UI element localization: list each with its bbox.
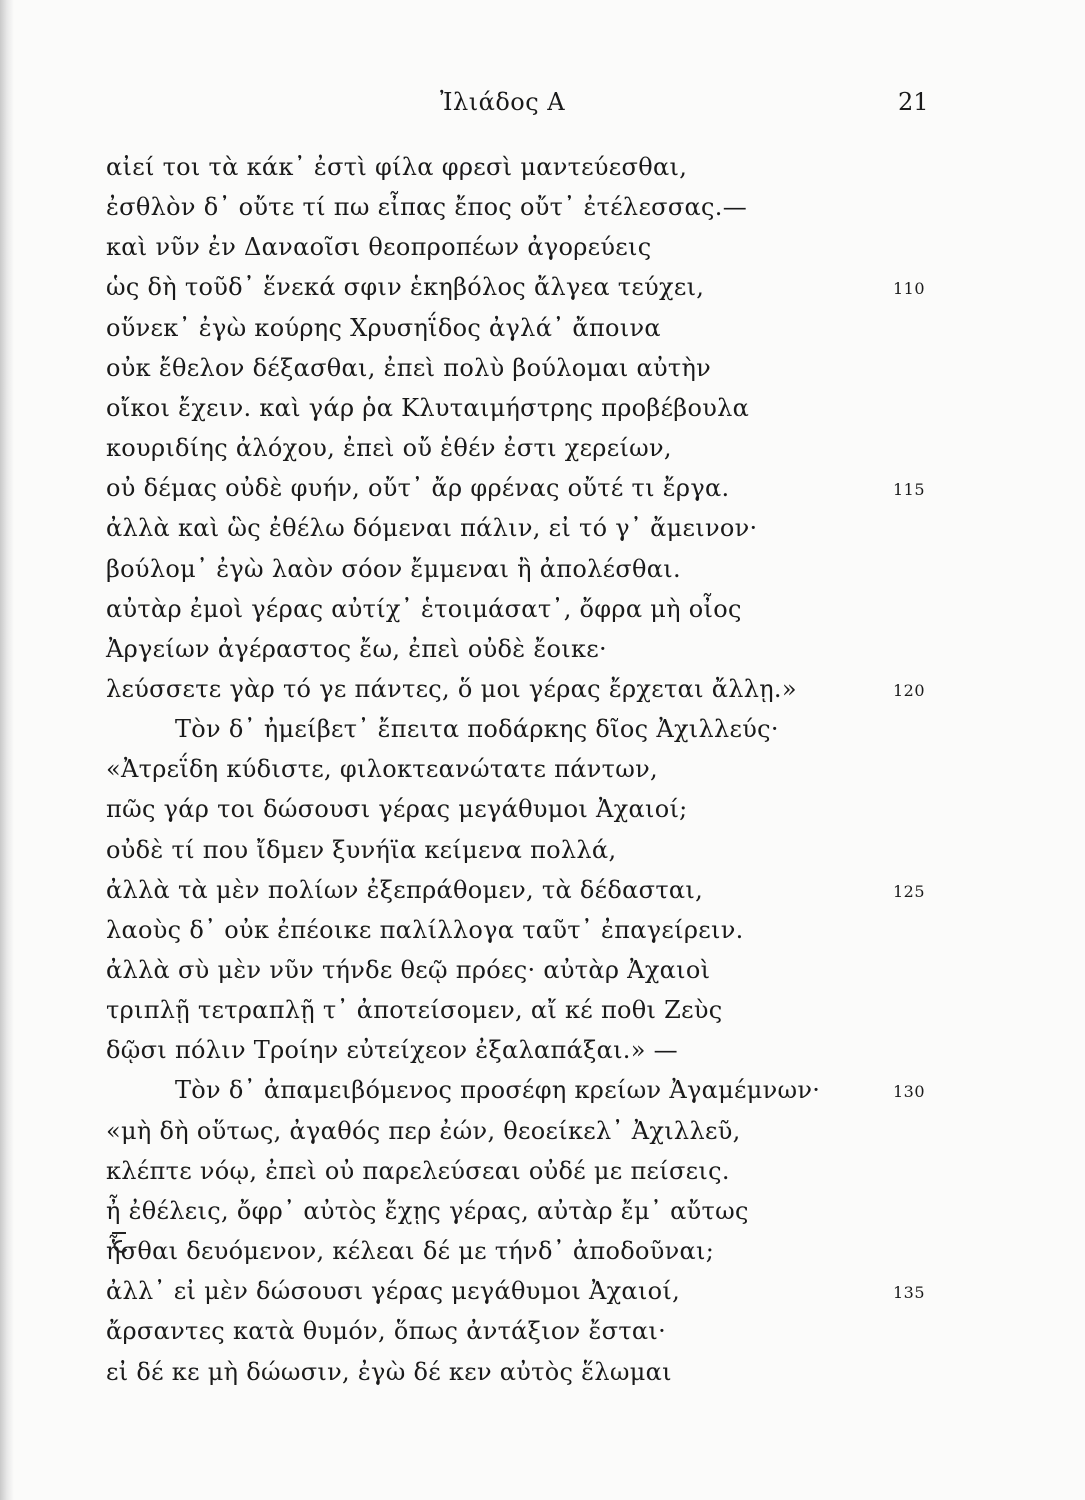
verse-line xyxy=(0,795,1085,829)
verse-line xyxy=(0,1317,1085,1351)
verse-line xyxy=(0,675,1085,709)
verse-text: ἀλλὰ καὶ ὣς ἐθέλω δόμεναι πάλιν, εἰ τό γ᾽ ἄμεινον· xyxy=(106,514,758,543)
verse-line xyxy=(0,1117,1085,1151)
verse-line xyxy=(0,233,1085,267)
verse-line xyxy=(0,1358,1085,1392)
page-number: 21 xyxy=(898,88,929,116)
verse-line xyxy=(0,1157,1085,1191)
verse-text: ὡς δὴ τοῦδ᾽ ἕνεκά σφιν ἑκηβόλος ἄλγεα τεύχει, xyxy=(106,273,705,302)
verse-line xyxy=(0,514,1085,548)
running-header-title: Ἰλιάδος Α xyxy=(440,88,566,116)
verse-line xyxy=(0,474,1085,508)
verse-text: Ἀργείων ἀγέραστος ἔω, ἐπεὶ οὐδὲ ἔοικε· xyxy=(106,634,607,663)
verse-text: οἴκοι ἔχειν. καὶ γάρ ῥα Κλυταιμήστρης προβέβουλα xyxy=(106,393,750,422)
verse-text: οὐδὲ τί που ἴδμεν ξυνήϊα κείμενα πολλά, xyxy=(106,835,617,864)
verse-text: κλέπτε νόῳ, ἐπεὶ οὐ παρελεύσεαι οὐδέ με πείσεις. xyxy=(106,1156,730,1185)
verse-line xyxy=(0,1237,1085,1271)
verse-text: τριπλῇ τετραπλῇ τ᾽ ἀποτείσομεν, αἴ κέ ποθι Ζεὺς xyxy=(106,996,723,1025)
verse-text: αἰεί τοι τὰ κάκ᾽ ἐστὶ φίλα φρεσὶ μαντεύεσθαι, xyxy=(106,153,688,181)
line-number: 115 xyxy=(893,480,926,500)
line-number: 125 xyxy=(893,881,926,901)
verse-text: οὐ δέμας οὐδὲ φυήν, οὔτ᾽ ἄρ φρένας οὔτέ τι ἔργα. xyxy=(106,474,730,503)
verse-text: Τὸν δ᾽ ἀπαμειβόμενος προσέφη κρείων Ἀγαμέμνων· xyxy=(175,1076,821,1105)
verse-line xyxy=(0,956,1085,990)
verse-line xyxy=(0,193,1085,227)
line-number: 120 xyxy=(893,680,926,700)
verse-text: λεύσσετε γὰρ τό γε πάντες, ὅ μοι γέρας ἔρχεται ἄλλῃ.» xyxy=(106,674,797,703)
verse-line xyxy=(0,755,1085,789)
verse-text: λαοὺς δ᾽ οὐκ ἐπέοικε παλίλλογα ταῦτ᾽ ἐπαγείρειν. xyxy=(106,915,744,944)
line-number: 130 xyxy=(893,1082,926,1102)
verse-line xyxy=(0,354,1085,388)
verse-text: ἄρσαντες κατὰ θυμόν, ὅπως ἀντάξιον ἔσται· xyxy=(106,1317,667,1346)
verse-line xyxy=(0,1277,1085,1311)
verse-text: οὐκ ἔθελον δέξασθαι, ἐπεὶ πολὺ βούλομαι αὐτὴν xyxy=(106,353,712,382)
verse-text: καὶ νῦν ἐν Δαναοῖσι θεοπροπέων ἀγορεύεις xyxy=(106,233,652,262)
verse-line xyxy=(0,1076,1085,1110)
verse-text: ἀλλὰ σὺ μὲν νῦν τήνδε θεῷ πρόες· αὐτὰρ Ἀχαιοὶ xyxy=(106,956,711,984)
verse-line xyxy=(0,434,1085,468)
verse-line xyxy=(0,996,1085,1030)
line-number: 110 xyxy=(893,279,926,299)
line-number: 135 xyxy=(893,1283,926,1303)
verse-line xyxy=(0,595,1085,629)
verse-text: εἰ δέ κε μὴ δώωσιν, ἐγὼ δέ κεν αὐτὸς ἕλωμαι xyxy=(106,1357,672,1386)
verse-line xyxy=(0,314,1085,348)
verse-line xyxy=(0,394,1085,428)
verse-text: Τὸν δ᾽ ἠμείβετ᾽ ἔπειτα ποδάρκης δῖος Ἀχιλλεύς· xyxy=(175,715,779,744)
verse-line xyxy=(0,836,1085,870)
verse-line xyxy=(0,153,1085,187)
verse-text: ἐσθλὸν δ᾽ οὔτε τί πω εἶπας ἔπος οὔτ᾽ ἐτέλεσσας.— xyxy=(106,193,748,222)
verse-text: «Ἀτρεΐδη κύδιστε, φιλοκτεανώτατε πάντων, xyxy=(106,755,658,784)
handwritten-ink-mark xyxy=(108,1213,130,1259)
verse-line xyxy=(0,635,1085,669)
verse-line xyxy=(0,1197,1085,1231)
verse-text: αὐτὰρ ἐμοὶ γέρας αὐτίχ᾽ ἑτοιμάσατ᾽, ὄφρα μὴ οἶος xyxy=(106,594,742,623)
verse-line xyxy=(0,555,1085,589)
verse-text: βούλομ᾽ ἐγὼ λαὸν σόον ἔμμεναι ἢ ἀπολέσθαι. xyxy=(106,554,681,583)
verse-line xyxy=(0,1036,1085,1070)
verse-text: ἧσθαι δευόμενον, κέλεαι δέ με τήνδ᾽ ἀποδοῦναι; xyxy=(106,1237,715,1266)
verse-text: πῶς γάρ τοι δώσουσι γέρας μεγάθυμοι Ἀχαιοί; xyxy=(106,795,688,824)
verse-text: «μὴ δὴ οὕτως, ἀγαθός περ ἐών, θεοείκελ᾽ Ἀχιλλεῦ, xyxy=(106,1116,741,1145)
verse-text: κουριδίης ἀλόχου, ἐπεὶ οὔ ἑθέν ἐστι χερείων, xyxy=(106,434,672,463)
verse-text: ἀλλὰ τὰ μὲν πολίων ἐξεπράθομεν, τὰ δέδασται, xyxy=(106,875,704,904)
verse-line xyxy=(0,876,1085,910)
verse-line xyxy=(0,273,1085,307)
verse-text: ἦ ἐθέλεις, ὄφρ᾽ αὐτὸς ἔχῃς γέρας, αὐτὰρ ἔμ᾽ αὔτως xyxy=(106,1196,749,1225)
verse-text: δῷσι πόλιν Τροίην εὐτείχεον ἐξαλαπάξαι.» — xyxy=(106,1036,678,1065)
verse-line xyxy=(0,715,1085,749)
verse-line xyxy=(0,916,1085,950)
verse-text: οὕνεκ᾽ ἐγὼ κούρης Χρυσηΐδος ἀγλά᾽ ἄποινα xyxy=(106,313,661,342)
verse-text: ἀλλ᾽ εἰ μὲν δώσουσι γέρας μεγάθυμοι Ἀχαιοί, xyxy=(106,1277,681,1306)
